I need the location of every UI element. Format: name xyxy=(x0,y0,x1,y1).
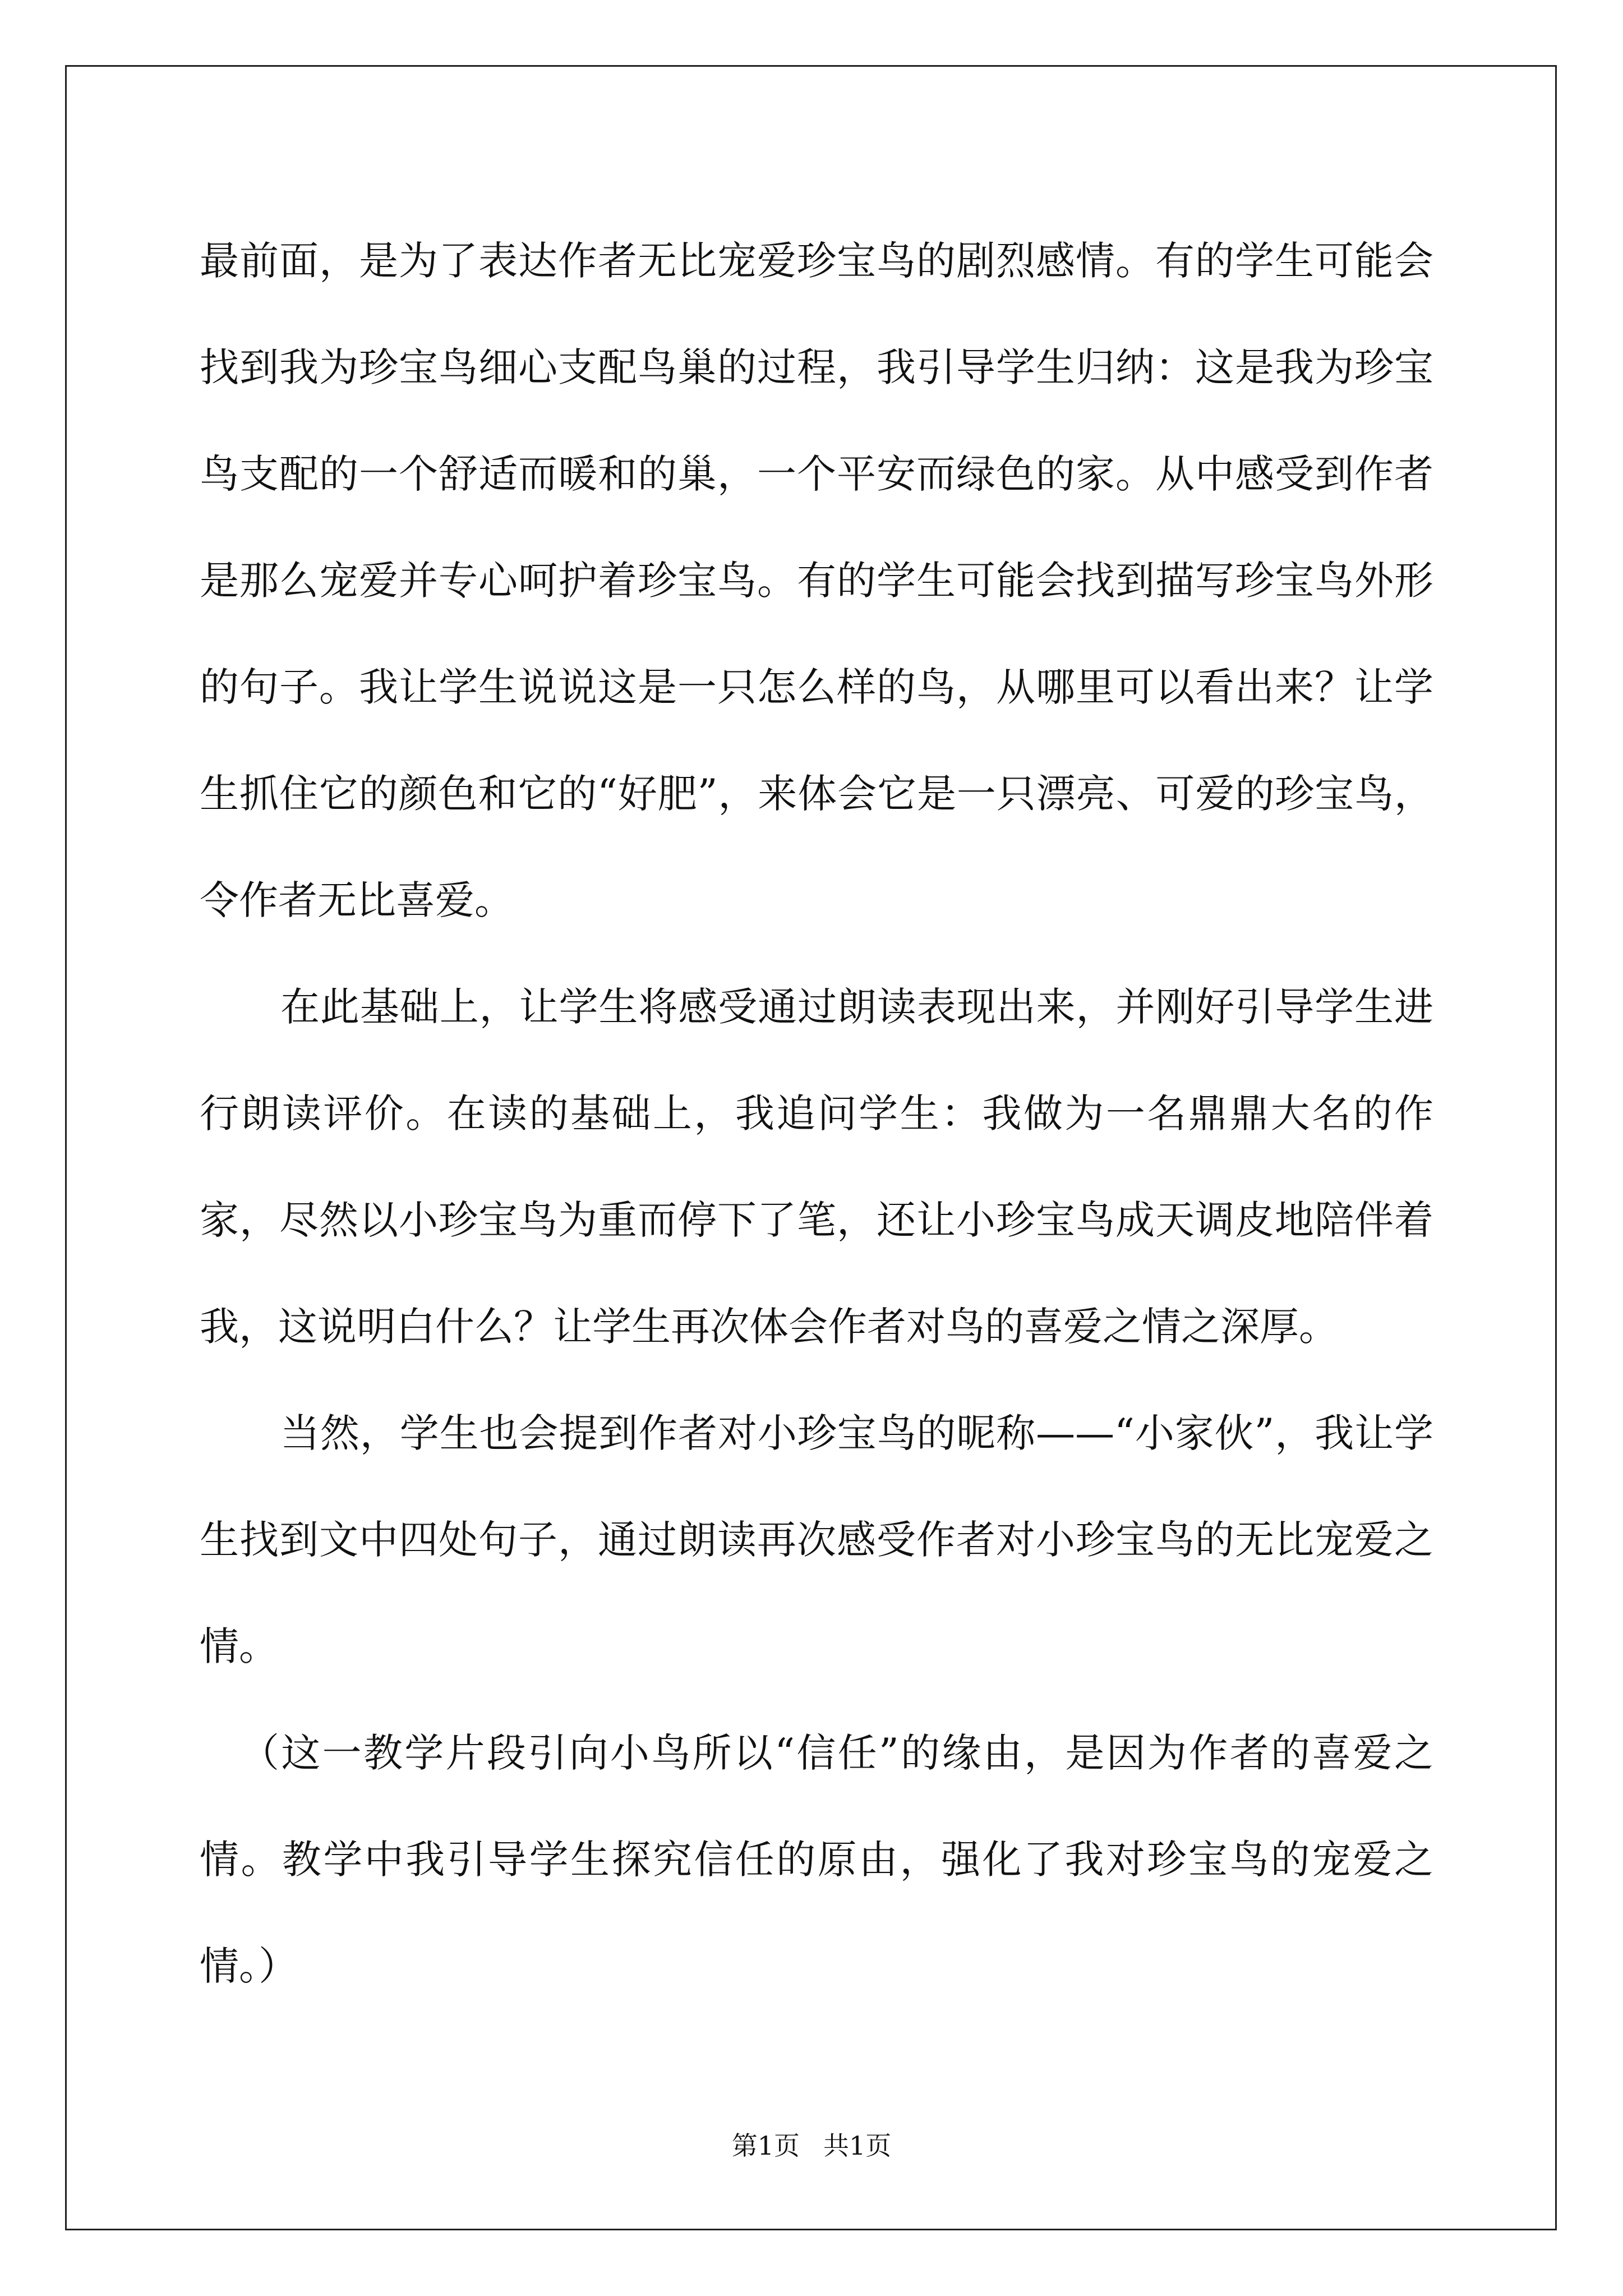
paragraph-4: （这一教学片段引向小鸟所以“信任”的缘由，是因为作者的喜爱之情。教学中我引导学生探究信任的原由，强化了我对珍宝鸟的宠爱之情。） xyxy=(200,1730,1433,1989)
page-footer xyxy=(0,2129,1623,2162)
page-number-current: 第1页 xyxy=(731,2131,800,2161)
page-number-total: 共1页 xyxy=(823,2131,892,2161)
paragraph-3: 当然，学生也会提到作者对小珍宝鸟的昵称——“小家伙”，我让学生找到文中四处句子，通过朗读再次感受作者对小珍宝鸟的无比宠爱之情。 xyxy=(200,1410,1433,1669)
paragraph-1: 最前面，是为了表达作者无比宠爱珍宝鸟的剧烈感情。有的学生可能会找到我为珍宝鸟细心支配鸟巢的过程，我引导学生归纳：这是我为珍宝鸟支配的一个舒适而暖和的巢，一个平安而绿色的家。从中感受到作者是那么宠爱并专心呵护着珍宝鸟。有的学生可能会找到描写珍宝鸟外形的句子。我让学生说说这是一只怎么样的鸟，从哪里可以看出来？让学生抓住它的颜色和它的“好肥”，来体会它是一只漂亮、可爱的珍宝鸟，令作者无比喜爱。 xyxy=(200,238,1433,923)
document-body xyxy=(200,208,1433,2019)
paragraph-2: 在此基础上，让学生将感受通过朗读表现出来，并刚好引导学生进行朗读评价。在读的基础上，我追问学生：我做为一名鼎鼎大名的作家，尽然以小珍宝鸟为重而停下了笔，还让小珍宝鸟成天调皮地陪伴着我，这说明白什么？让学生再次体会作者对鸟的喜爱之情之深厚。 xyxy=(200,984,1433,1350)
